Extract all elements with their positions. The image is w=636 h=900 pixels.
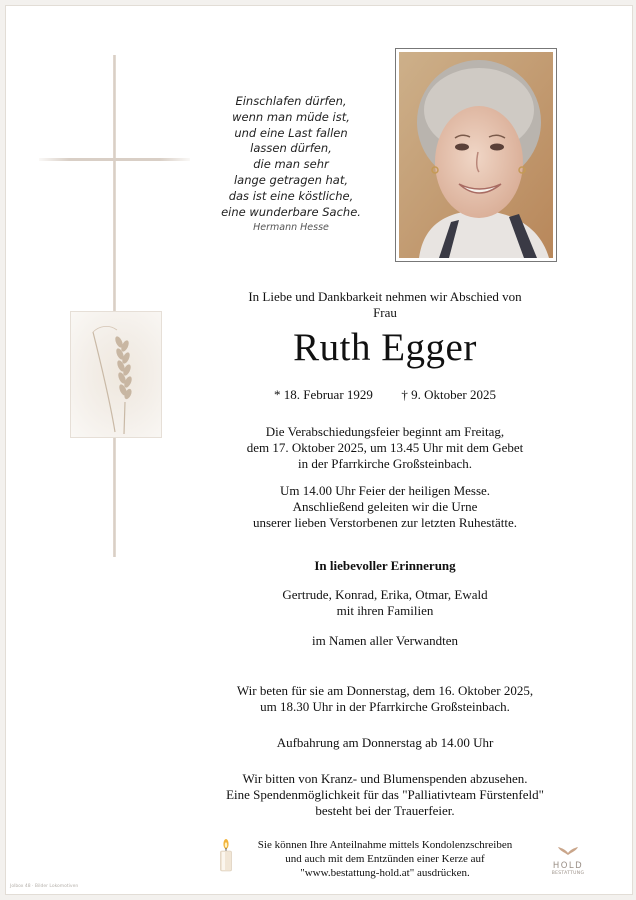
birth-date: * 18. Februar 1929 xyxy=(273,387,373,402)
condolence-line: und auch mit dem Entzünden einer Kerze auf xyxy=(285,853,485,865)
cross-horizontal-beam xyxy=(39,158,190,161)
quote-line: lange getragen hat, xyxy=(233,172,349,187)
hold-logo xyxy=(549,843,587,876)
viewing-text: Aufbahrung am Donnerstag ab 14.00 Uhr xyxy=(276,735,494,750)
portrait-photo xyxy=(395,48,557,262)
logo-word: HOLD xyxy=(552,861,584,871)
donations-line: Wir bitten von Kranz- und Blumenspenden abzusehen. xyxy=(242,771,528,786)
mass-line: unserer lieben Verstorbenen zur letzten Ruhestätte. xyxy=(253,515,517,530)
quote-line: wenn man müde ist, xyxy=(232,109,350,124)
ceremony-text xyxy=(175,424,595,472)
cross-vertical-beam xyxy=(113,55,116,557)
condolence-line: "www.bestattung-hold.at" ausdrücken. xyxy=(300,867,470,879)
print-footnote: Jolbox 48 · Bilder Lokomotiven xyxy=(10,884,79,889)
wheat-image xyxy=(70,311,162,438)
intro-text xyxy=(175,289,595,321)
quote-line: das ist eine köstliche, xyxy=(228,188,354,203)
death-date: † 9. Oktober 2025 xyxy=(401,387,497,402)
ceremony-line: Die Verabschiedungsfeier beginnt am Freitag, xyxy=(265,424,505,439)
quote-block xyxy=(205,94,377,236)
quote-line: eine wunderbare Sache. xyxy=(221,204,361,219)
deceased-name: Ruth Egger xyxy=(293,326,477,369)
quote-line: und eine Last fallen xyxy=(234,125,348,140)
condolence-line: Sie können Ihre Anteilnahme mittels Kondolenzschreiben xyxy=(257,839,513,851)
mass-line: Um 14.00 Uhr Feier der heiligen Messe. xyxy=(279,483,491,498)
donations-line: besteht bei der Trauerfeier. xyxy=(315,803,455,818)
donations-text xyxy=(175,771,595,819)
mass-text xyxy=(175,483,595,531)
prayer-line: Wir beten für sie am Donnerstag, dem 16. Oktober 2025, xyxy=(236,683,534,698)
family-suffix: mit ihren Familien xyxy=(336,603,434,618)
logo-subtitle: BESTATTUNG xyxy=(551,871,585,876)
hold-logo-icon xyxy=(558,846,578,856)
life-dates xyxy=(175,387,595,403)
prayer-line: um 18.30 Uhr in der Pfarrkirche Großsteinbach. xyxy=(260,699,510,714)
ceremony-line: in der Pfarrkirche Großsteinbach. xyxy=(298,456,472,471)
quote-line: Einschlafen dürfen, xyxy=(235,94,347,108)
donations-line: Eine Spendenmöglichkeit für das "Palliativteam Fürstenfeld" xyxy=(226,787,544,802)
ceremony-line: dem 17. Oktober 2025, um 13.45 Uhr mit dem Gebet xyxy=(246,440,524,455)
family-text xyxy=(175,587,595,649)
condolence-text xyxy=(175,838,595,880)
intro-line: In Liebe und Dankbarkeit nehmen wir Abschied von xyxy=(248,289,522,304)
relatives-line: im Namen aller Verwandten xyxy=(312,633,458,648)
family-names: Gertrude, Konrad, Erika, Otmar, Ewald xyxy=(282,587,488,602)
wheat-icon xyxy=(71,312,161,437)
quote-author: Hermann Hesse xyxy=(253,222,329,234)
intro-title: Frau xyxy=(373,305,397,320)
mass-line: Anschließend geleiten wir die Urne xyxy=(292,499,478,514)
memory-heading: In liebevoller Erinnerung xyxy=(314,558,456,573)
prayer-text xyxy=(175,683,595,715)
quote-line: lassen dürfen, xyxy=(250,141,332,156)
quote-line: die man sehr xyxy=(253,157,329,172)
